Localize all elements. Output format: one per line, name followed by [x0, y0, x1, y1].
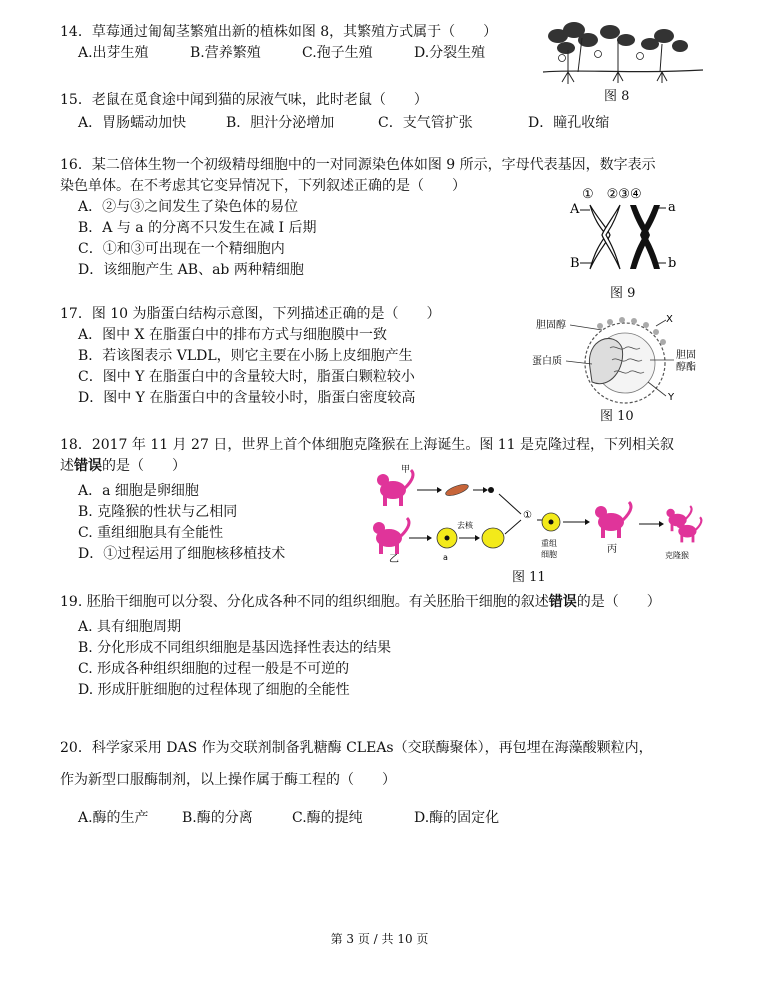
q18-stem-line1: 18．2017 年 11 月 27 日，世界上首个体细胞克隆猴在上海诞生。图 11 是克隆过程，下列相关叙	[60, 437, 675, 453]
q16-stem-line2: 染色单体。在不考虑其它变异情况下，下列叙述正确的是（ ）	[60, 178, 466, 194]
q16-option-a: A．②与③之间发生了染色体的易位	[78, 199, 299, 215]
q15-option-b: B．胆汁分泌增加	[226, 115, 335, 131]
question-15	[60, 90, 700, 134]
q16-option-d: D．该细胞产生 AB、ab 两种精细胞	[78, 262, 304, 278]
nucleus-icon	[488, 487, 494, 493]
fig11-label-yi: 乙	[389, 554, 399, 565]
q19-stem-prefix: 19. 胚胎干细胞可以分裂、分化成各种不同的组织细胞。有关胚胎干细胞的叙述	[60, 594, 549, 610]
figure-8-caption: 图 8	[604, 89, 630, 104]
q14-option-c: C.孢子生殖	[302, 45, 373, 61]
figure-10-caption: 图 10	[600, 409, 634, 424]
q14-option-d: D.分裂生殖	[414, 45, 486, 61]
q17-stem: 17．图 10 为脂蛋白结构示意图，下列描述正确的是（ ）	[60, 306, 441, 322]
fig11-step-1: ①	[523, 510, 532, 521]
page-footer: 第 3 页 / 共 10 页	[330, 932, 429, 946]
q19-option-b: B. 分化形成不同组织细胞是基因选择性表达的结果	[78, 640, 392, 656]
question-20	[60, 732, 700, 834]
q19-option-a: A. 具有细胞周期	[78, 619, 182, 635]
q16-option-c: C．①和③可出现在一个精细胞内	[78, 241, 285, 257]
fig11-label-recomb-2: 细胞	[541, 550, 557, 559]
q15-option-a: A．胃肠蠕动加快	[78, 115, 187, 131]
q17-option-d: D．图中 Y 在脂蛋白中的含量较小时，脂蛋白密度较高	[78, 390, 416, 406]
q16-stem-line1: 16．某二倍体生物一个初级精母细胞中的一对同源染色体如图 9 所示，字母代表基因，数字表示	[60, 157, 656, 173]
fig9-numbers: ① ②③④	[582, 187, 642, 202]
q20-option-d: D.酶的固定化	[414, 810, 500, 826]
q18-stem-emphasis: 错误	[74, 458, 102, 474]
q19-option-d: D. 形成肝脏细胞的过程体现了细胞的全能性	[78, 682, 350, 698]
fig10-label-protein: 蛋白质	[532, 356, 562, 367]
fig11-label-clone: 克隆猴	[665, 551, 689, 560]
figure-8-strawberry	[538, 14, 708, 86]
monkey-yi-icon	[373, 518, 409, 554]
question-19	[60, 592, 700, 701]
q15-stem: 15．老鼠在觅食途中闻到猫的尿液气味，此时老鼠（ ）	[60, 92, 428, 108]
fig9-gene-a: a	[668, 200, 676, 215]
q17-option-c: C．图中 Y 在脂蛋白中的含量较大时，脂蛋白颗粒较小	[78, 369, 415, 385]
q16-option-b: B．A 与 a 的分离不只发生在减 I 后期	[78, 220, 317, 236]
figure-11-caption: 图 11	[512, 570, 546, 585]
monkey-bing-icon	[595, 502, 631, 538]
monkey-jia-icon	[377, 470, 413, 506]
q19-stem-suffix: 的是（ ）	[576, 594, 661, 610]
fig10-label-Y: Y	[668, 392, 675, 403]
q20-option-c: C.酶的提纯	[292, 810, 363, 826]
q15-option-d: D．瞳孔收缩	[528, 115, 610, 131]
fig11-label-enucleate: 去核	[457, 521, 473, 530]
q20-stem-line2: 作为新型口服酶制剂，以上操作属于酶工程的（ ）	[60, 772, 396, 788]
q14-option-b: B.营养繁殖	[190, 45, 261, 61]
fig11-label-bing: 丙	[607, 544, 617, 555]
q17-option-b: B．若该图表示 VLDL，则它主要在小肠上皮细胞产生	[78, 348, 413, 364]
q18-stem-prefix: 述	[60, 458, 74, 474]
fig11-label-jia: 甲	[401, 465, 411, 475]
q19-stem-emphasis: 错误	[548, 594, 577, 610]
figure-10-lipoprotein	[530, 308, 705, 408]
figure-9-chromosomes	[568, 185, 698, 285]
q17-option-a: A．图中 X 在脂蛋白中的排布方式与细胞膜中一致	[78, 327, 387, 343]
q19-option-c: C. 形成各种组织细胞的过程一般是不可逆的	[78, 661, 350, 677]
q18-option-b: B. 克隆猴的性状与乙相同	[78, 504, 238, 520]
figure-11-cloning	[365, 462, 705, 570]
q18-option-c: C. 重组细胞具有全能性	[78, 525, 224, 541]
fig9-gene-A: A	[570, 202, 580, 217]
q20-options	[60, 796, 700, 834]
fig11-label-recomb-1: 重组	[541, 539, 557, 548]
q15-option-c: C．支气管扩张	[378, 115, 473, 131]
q20-option-b: B.酶的分离	[182, 810, 253, 826]
fig9-gene-b: b	[668, 256, 677, 271]
fig10-label-ester-1: 胆固	[676, 350, 696, 361]
fig9-gene-B: B	[570, 256, 580, 271]
q18-stem-suffix: 的是（ ）	[102, 458, 186, 474]
q18-option-a: A．a 细胞是卵细胞	[78, 483, 199, 499]
enucleated-egg-icon	[482, 528, 504, 548]
q20-option-a: A.酶的生产	[78, 810, 149, 826]
q18-option-d: D．①过程运用了细胞核移植技术	[78, 546, 286, 562]
somatic-cell-icon	[444, 482, 469, 498]
fig10-label-X: X	[666, 314, 673, 325]
q19-stem	[60, 592, 700, 613]
fig11-label-a: a	[443, 553, 448, 562]
q14-stem: 14．草莓通过匍匐茎繁殖出新的植株如图 8，其繁殖方式属于（ ）	[60, 24, 498, 40]
q14-option-a: A.出芽生殖	[78, 45, 149, 61]
fig10-label-ester-2: 醇酯	[676, 362, 696, 373]
q15-options	[60, 111, 700, 134]
clone-monkeys-icon	[666, 506, 701, 542]
fig10-label-cholesterol: 胆固醇	[536, 320, 566, 331]
q20-stem-line1: 20．科学家采用 DAS 作为交联剂制备乳糖酶 CLEAs（交联酶聚体），再包埋在海藻酸颗粒内，	[60, 740, 653, 756]
figure-9-caption: 图 9	[610, 286, 636, 301]
